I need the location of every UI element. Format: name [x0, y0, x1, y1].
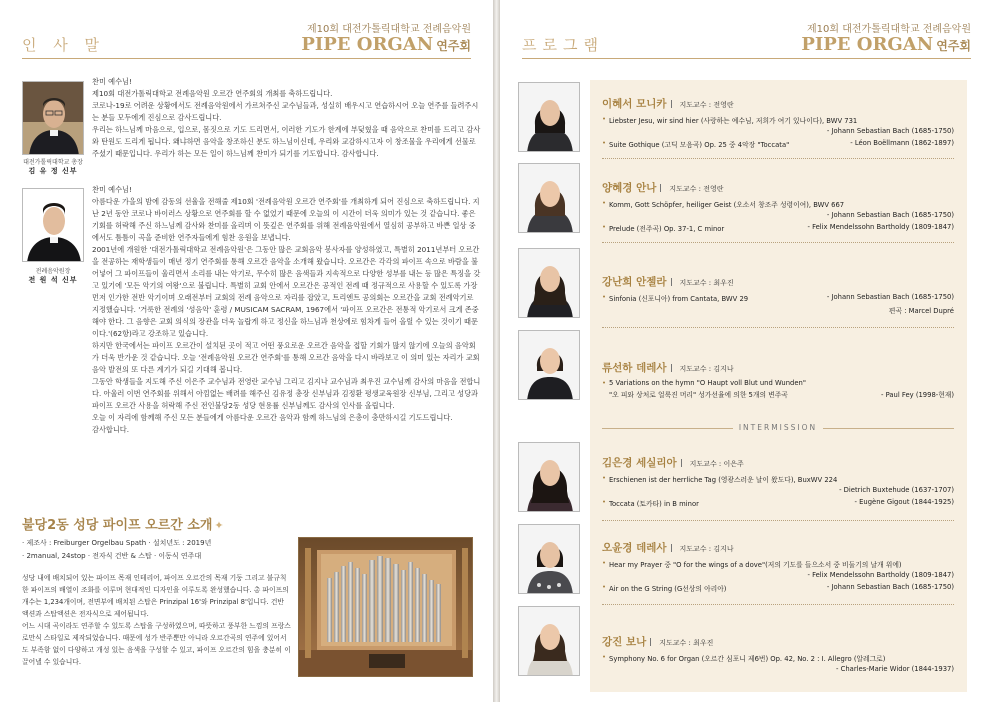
performer-entry [602, 455, 960, 508]
intermission-divider [602, 423, 954, 432]
paragraph: 성당 내에 배치되어 있는 파이프 목재 인테리어, 파이프 오르간의 목재 기둥 그리고 불규칙한 파이프의 배열이 조화를 이루며 현대적인 디자인을 이루도록 완성했습니다. 총 파이프의 개수는 1,234개이며, 전면부에 배치된 스탑은 Prinzipal 16'와 Prinzipal 8'입니다. 건반 액션과 스탑액션은 전자식으로 제어됩니다. [22, 574, 289, 618]
performer-name-line [602, 274, 960, 289]
header-subtitle: 제10회 대전가톨릭대학교 전례음악원 [807, 24, 971, 35]
section-title: 인 사 말 [22, 36, 106, 54]
paragraph: 제10회 대전가톨릭대학교 전례음악원 오르간 연주회의 개최를 축하드립니다. [92, 89, 333, 98]
piece-composer: - Eugène Gigout (1844-1925) [854, 498, 954, 506]
header-rule [522, 58, 971, 59]
paragraph: 감사합니다. [92, 425, 130, 434]
piece-composer: - Felix Mendelssohn Bartholdy (1809-1847) [807, 223, 954, 231]
performer-entry [602, 96, 960, 149]
piece-title-text: • Sinfonia (신포니아) from Cantata, BWV 29 [609, 295, 749, 303]
performer-name-line [602, 96, 960, 111]
director-greeting-text [92, 184, 482, 436]
president-caption [16, 158, 90, 176]
intermission-label: INTERMISSION [733, 423, 823, 432]
piece-subtitle: "오 피와 상처로 얼룩진 머리" 성가선율에 의한 5개의 변주곡 [609, 391, 788, 399]
performer-photo [518, 248, 580, 318]
performer-name: 양혜경 안나 [602, 182, 657, 194]
paragraph: 아름다운 가을의 밤에 감동의 선율을 전해줄 제10회 '전례음악원 오르간 연주회'를 개최하게 되어 진심으로 축하드립니다. 지난 2년 동안 코로나 바이러스 상황으로 연주회를 할 수 없었기 때문에 오늘의 이 시간이 더욱 의미가 있는 것 같습니다. 좋은 기회를 허락해 주신 하느님께 감사와 찬미를 올리며 이 뜻깊은 연주회를 위해 전례음악원에서 열심히 공부하고 바쁜 일상 중에서도 틈틈이 곡을 준비한 연주자들에게 힘찬 응원을 보냅니다. [92, 197, 480, 242]
president-role: 대전가톨릭대학교 총장 [23, 159, 83, 166]
header-rule [22, 58, 471, 59]
paragraph: 찬미 예수님! [92, 185, 132, 194]
president-photo [22, 81, 84, 155]
paragraph: 찬미 예수님! [92, 77, 132, 86]
piece-subtitle-line [602, 389, 960, 399]
divider [602, 520, 954, 521]
performer-teacher: 지도교수 : 김지나 [679, 365, 734, 373]
divider [602, 327, 954, 328]
director-role: 전례음악원장 [35, 268, 71, 275]
paragraph: 오늘 이 자리에 함께해 주신 모든 분들에게 아름다운 오르간 음악과 함께 하느님의 은총이 충만하시길 기도드립니다. [92, 413, 453, 422]
greetings-page [0, 0, 493, 702]
organ-spec-line2: · 2manual, 24stop · 전자식 건반 & 스탑 · 이동식 연주대 [22, 552, 202, 560]
performer-photo [518, 606, 580, 676]
paragraph: 어느 시대 곡이라도 연주할 수 있도록 스탑을 구성하였으며, 따뜻하고 풍부한 느낌의 프랑스 로만식 스타일로 제작되었습니다. 때문에 성가 반주뿐만 아니라 오르간곡의 연주에 있어서도 부족함 없이 다양하고 개성 있는 음색을 구성할 수 있고, 파이프 오르간의 힘을 충분히 이끌어낼 수 있습니다. [22, 622, 291, 666]
piece-composer: - Felix Mendelssohn Bartholdy (1809-1847) [807, 571, 954, 579]
header-title-en: PIPE ORGAN [301, 34, 434, 55]
paragraph: 우리는 하느님께 마음으로, 입으로, 몸짓으로 기도 드리면서, 이러한 기도가 한계에 부딪혔을 때 음악으로 찬미를 드리고 감사와 탄원도 드리게 됩니다. 왜냐하면 음악을 창조하신 분도 하느님이신데, 우리와 교감하시고자 이 창조물을 우리에게 선물로 주셨기 때문입니다. 우리가 하는 모든 일이 하느님께 찬미가 되기를 기도합니다. 감사합니다. [92, 125, 481, 158]
performer-name: 강진 보나 [602, 636, 647, 648]
performer-name-line [602, 540, 960, 555]
performer-entry [602, 274, 960, 315]
performer-name: 이혜서 모니카 [602, 98, 667, 110]
piece-arrangement: 편곡 : Marcel Dupré [888, 307, 954, 315]
piece-title: • Hear my Prayer 중 "O for the wings of a dove"(저의 기도를 들으소서 중 비둘기의 날개 위에) [602, 559, 960, 569]
performer-photo [518, 524, 580, 594]
piece-title-text: • Prelude (전주곡) Op. 37-1, C minor [609, 225, 725, 233]
piece-composer: - Charles-Marie Widor (1844-1937) [836, 665, 954, 673]
piece-composer: - Johann Sebastian Bach (1685-1750) [826, 211, 954, 219]
performer-entry [602, 540, 960, 593]
piece-title-text: • Air on the G String (G선상의 아리아) [609, 585, 727, 593]
performer-name: 강난희 안젤라 [602, 276, 667, 288]
performer-teacher: 지도교수 : 최우진 [679, 279, 734, 287]
performer-entry [602, 634, 960, 673]
church-organ-title [22, 514, 224, 533]
director-name: 전 원 석 신부 [28, 276, 78, 284]
header-title [301, 34, 471, 55]
divider [602, 158, 954, 159]
performer-name: 류선하 데레사 [602, 362, 667, 374]
church-organ-title-text: 불당2동 성당 파이프 오르간 소개 [22, 518, 213, 533]
piece-title-text: • Toccata (토카타) in B minor [609, 500, 699, 508]
director-photo [22, 188, 84, 262]
performer-photo [518, 82, 580, 152]
piece-title [602, 293, 960, 303]
performer-entry [602, 360, 960, 399]
performer-name: 김은경 세실리아 [602, 457, 677, 469]
header-title-ko: 연주회 [936, 39, 971, 53]
performer-teacher: 지도교수 : 전영란 [679, 101, 734, 109]
performer-name-line [602, 180, 960, 195]
performer-entry [602, 180, 960, 233]
section-title: 프로그램 [522, 36, 604, 54]
piece-composer: - Paul Fey (1998-현재) [880, 391, 954, 399]
piece-composer: - Johann Sebastian Bach (1685-1750) [826, 127, 954, 135]
performer-photo [518, 330, 580, 400]
page-gutter [493, 0, 500, 702]
header-subtitle: 제10회 대전가톨릭대학교 전례음악원 [307, 24, 471, 35]
performer-teacher: 지도교수 : 김지나 [679, 545, 734, 553]
performer-name: 오윤경 데레사 [602, 542, 667, 554]
divider [602, 242, 954, 243]
sparkle-icon: ✦ [214, 519, 224, 532]
paragraph: 2001년에 개원한 '대전가톨릭대학교 전례음악원'은 그동안 많은 교회음악 봉사자를 양성하였고, 특별히 2011년부터 오르간을 전공하는 재학생들이 매년 정기 연주회를 통해 오르간 음악을 소개해 왔습니다. 오르간은 각각의 파이프 속으로 바람을 불어넣어 그 파이프들이 울리면서 소리를 내는 악기로, 무수히 많은 음색들과 지속적으로 다양한 성부를 내는 등 많은 특징을 갖고 있기에 '모든 악기의 여왕'으로 불립니다. 특별히 교회 안에서 오르간은 공적인 전례 때 정규적으로 사용할 수 있도록 가장 먼저 인가한 전반 악기이며 오래전부터 교회의 전례 음악으로 자리를 잡았고, 트리엔트 공의회는 오르간을 교회 전례악기로 지정했습니다. '거룩한 전례의 '성음악' 훈령 / MUSICAM SACRAM, 1967에서 '파이프 오르간은 전통적 악기로서 크게 존중해야 한다. 그 음향은 교회 의식의 장관을 더욱 놀랍게 하고 정신을 하느님과 천상에로 힘차게 들어 올릴 수 있는 것이기 때문이다.'(62항)라고 강조하고 있습니다. [92, 245, 481, 338]
performer-photo [518, 163, 580, 233]
performer-teacher: 지도교수 : 이은주 [689, 460, 744, 468]
performer-teacher: 지도교수 : 최우진 [659, 639, 714, 647]
piece-title: • Liebster Jesu, wir sind hier (사랑하는 예수님, 저희가 여기 있나이다), BWV 731 [602, 115, 960, 125]
header-title-en: PIPE ORGAN [801, 34, 934, 55]
piece-composer: - Johann Sebastian Bach (1685-1750) [826, 583, 954, 591]
piece-title: • Erschienen ist der herrliche Tag (영광스러운 날이 왔도다), BuxWV 224 [602, 474, 960, 484]
program-page [500, 0, 993, 702]
organ-spec-line1: · 제조사 : Freiburger Orgelbau Spath · 설치년도 : 2019년 [22, 539, 212, 547]
organ-description [22, 572, 292, 668]
piece-title [602, 223, 960, 233]
president-greeting-text [92, 76, 482, 160]
piece-title: • Symphony No. 6 for Organ (오르간 심포니 제6번) Op. 42, No. 2 : I. Allegro (알레그로) [602, 653, 960, 663]
piece-title-text: • Suite Gothique (고딕 모음곡) Op. 25 중 4악장 "Toccata" [609, 141, 790, 149]
paragraph: 코로나-19로 어려운 상황에서도 전례음악원에서 가르쳐주신 교수님들과, 성실히 배우시고 연습하시어 오늘 연주를 들려주시는 분들 모두에게 진심으로 감사드립니다. [92, 101, 479, 122]
piece-composer: - Léon Boëllmann (1862-1897) [850, 139, 954, 147]
performer-name-line [602, 455, 960, 470]
performer-photo [518, 442, 580, 512]
piece-title [602, 498, 960, 508]
piece-title [602, 139, 960, 149]
divider [602, 604, 954, 605]
paragraph: 그동안 학생들을 지도해 주신 이은주 교수님과 전영란 교수님 그리고 김지나 교수님과 최우진 교수님께 감사의 마음을 전합니다. 아울러 이번 연주회를 위해서 아낌없는 배려를 해주신 김유정 총장 신부님과 김정환 평생교육원장 신부님, 그리고 성당과 파이프 오르간 사용을 허락해 주신 전인불당2동 성당 현용률 신부님께도 감사의 인사를 올립니다. [92, 377, 481, 410]
president-name: 김 유 정 신부 [28, 167, 78, 175]
header-title [801, 34, 971, 55]
performer-name-line [602, 360, 960, 375]
piece-composer: - Dietrich Buxtehude (1637-1707) [839, 486, 954, 494]
piece-title [602, 583, 960, 593]
performer-teacher: 지도교수 : 전영란 [669, 185, 724, 193]
header-title-ko: 연주회 [436, 39, 471, 53]
organ-photo [298, 537, 473, 677]
paragraph: 하지만 한국에서는 파이프 오르간이 설치된 곳이 적고 어떤 풍요로운 오르간 음악을 접할 기회가 많지 않기에 오늘의 음악회가 더욱 반가운 것 같습니다. 오늘 '전례음악원 오르간 연주회'를 통해 오르간 음악을 다시 바라보고 이 의미 있는 자리가 교회음악 발전의 또 다른 계기가 되길 기대해 봅니다. [92, 341, 480, 374]
piece-composer: - Johann Sebastian Bach (1685-1750) [826, 293, 954, 301]
director-caption [16, 267, 90, 285]
piece-title: • 5 Variations on the hymn "O Haupt voll Blut und Wunden" [602, 379, 960, 387]
performer-name-line [602, 634, 960, 649]
piece-title: • Komm, Gott Schöpfer, heiliger Geist (오소서 창조주 성령이여), BWV 667 [602, 199, 960, 209]
